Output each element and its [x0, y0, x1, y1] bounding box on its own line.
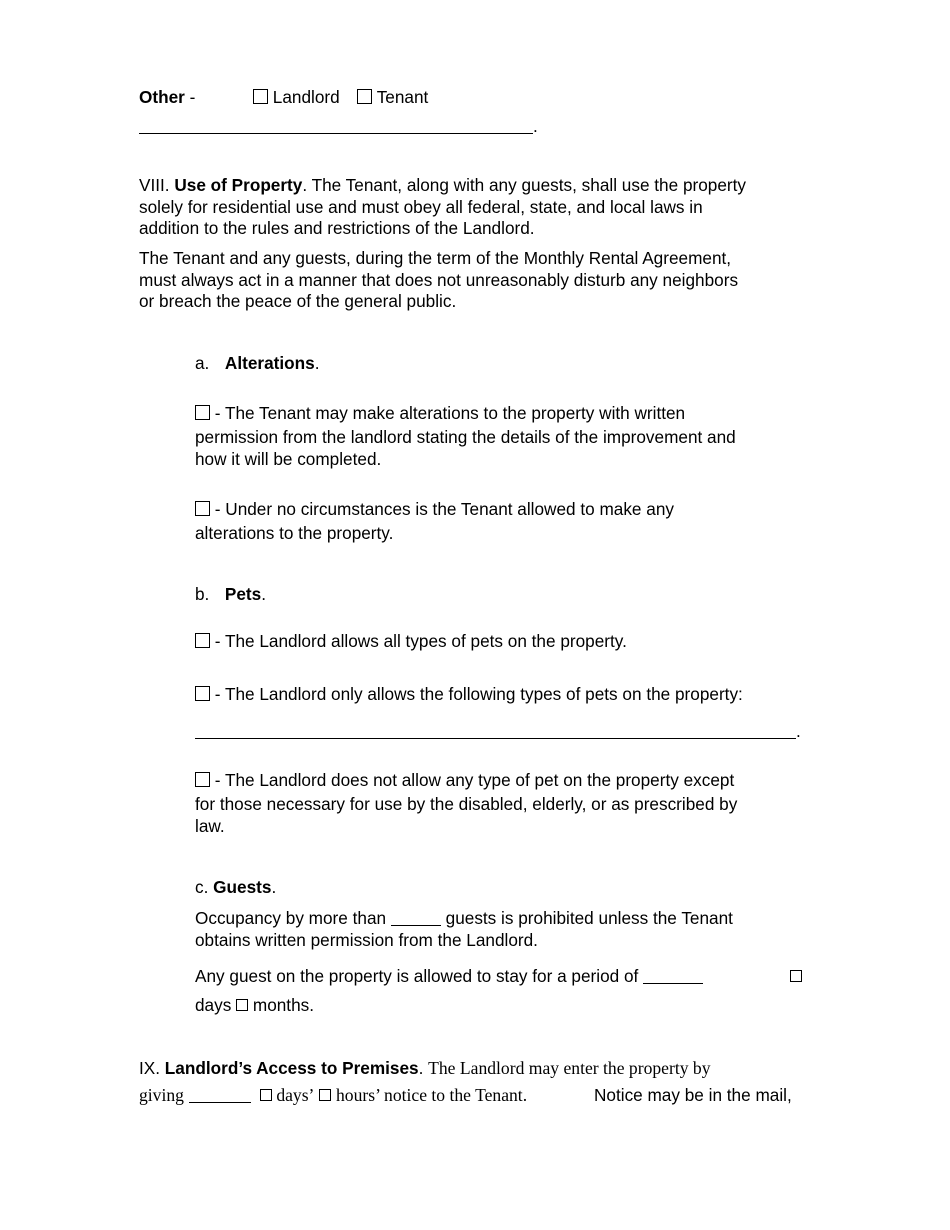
guests-occupancy-para — [195, 908, 835, 951]
pets-all-allowed-checkbox[interactable] — [195, 633, 210, 648]
notice-hours-label: hours’ notice to the Tenant. — [335, 1085, 528, 1105]
other-options — [253, 87, 428, 108]
pets-heading: b. Pets. — [195, 584, 266, 604]
other-dash: - — [189, 87, 196, 107]
pets-title: Pets — [224, 584, 262, 604]
guests-stay-text: Any guest on the property is allowed to stay for a period of — [195, 966, 639, 986]
alterations-opt2-line2: alterations to the property. — [195, 523, 394, 543]
guests-months-checkbox[interactable] — [236, 999, 248, 1011]
pets-option-2 — [195, 684, 743, 705]
pets-opt3-line1: - The Landlord does not allow any type of pet on the property except — [214, 770, 735, 790]
section-9-title: Landlord’s Access to Premises — [164, 1058, 419, 1078]
guests-title: Guests — [213, 877, 272, 897]
landlord-option-label: Landlord — [272, 87, 340, 107]
other-label: Other — [139, 87, 185, 107]
guests-days-label: days — [195, 995, 232, 1015]
pets-option-3 — [195, 767, 835, 837]
tenant-option-label: Tenant — [376, 87, 429, 107]
pets-line-period: . — [796, 721, 801, 741]
notice-period-blank[interactable] — [189, 1088, 251, 1103]
pets-letter: b. — [195, 584, 210, 604]
alterations-opt2-line1: - Under no circumstances is the Tenant allowed to make any — [214, 499, 674, 519]
guests-months-label: months. — [252, 995, 315, 1015]
alterations-prohibited-checkbox[interactable] — [195, 501, 210, 516]
pets-opt1-text: - The Landlord allows all types of pets on the property. — [214, 631, 627, 651]
alterations-title: Alterations — [224, 353, 315, 373]
landlord-checkbox[interactable] — [253, 89, 268, 104]
section-9-text-1: The Landlord may enter the property by — [428, 1058, 711, 1078]
tenant-checkbox[interactable] — [357, 89, 372, 104]
alterations-opt1-line3: how it will be completed. — [195, 449, 382, 469]
other-line-period: . — [533, 116, 538, 136]
section-9-line-2 — [139, 1085, 527, 1106]
guests-p1-start: Occupancy by more than — [195, 908, 387, 928]
section-8-p1-line2: solely for residential use and must obey all federal, state, and local laws in — [139, 196, 703, 217]
pets-opt3-line2: for those necessary for use by the disabled, elderly, or as prescribed by — [195, 794, 738, 814]
section-9-tail — [594, 1085, 792, 1106]
guests-stay-line-1 — [195, 966, 703, 987]
alterations-option-1 — [195, 400, 835, 470]
other-fill-line[interactable] — [139, 116, 538, 137]
guests-p1-line2: obtains written permission from the Landlord. — [195, 929, 538, 950]
alterations-allowed-checkbox[interactable] — [195, 405, 210, 420]
pets-types-fill-line[interactable] — [195, 721, 801, 742]
notice-days-checkbox[interactable] — [260, 1089, 272, 1101]
section-9-line-1: IX. Landlord’s Access to Premises. The Landlord may enter the property by — [139, 1058, 711, 1078]
guests-stay-line-2 — [195, 995, 314, 1016]
section-8-p2-line3: or breach the peace of the general public. — [139, 291, 457, 311]
section-8-p2-line2: must always act in a manner that does not unreasonably disturb any neighbors — [139, 269, 739, 290]
alterations-option-2 — [195, 496, 835, 544]
section-8-para-2 — [139, 248, 839, 313]
section-8-p1-line3: addition to the rules and restrictions of the Landlord. — [139, 218, 535, 238]
pets-option-1 — [195, 631, 627, 652]
guests-days-checkbox-wrap — [790, 966, 802, 987]
section-8-para-1: VIII. Use of Property. The Tenant, along with any guests, shall use the property solely for residential use and must obey all federal, state, and local laws in addition to the rules and restrictions of the Landlord. — [139, 175, 839, 240]
alterations-opt1-line2: permission from the landlord stating the details of the improvement and — [195, 427, 736, 447]
guests-letter: c. — [195, 877, 209, 897]
pets-none-allowed-checkbox[interactable] — [195, 772, 210, 787]
guests-count-blank[interactable] — [391, 911, 441, 926]
section-8-p1-line1: The Tenant, along with any guests, shall use the property — [311, 175, 747, 195]
guests-stay-blank[interactable] — [643, 969, 703, 984]
section-9-giving: giving — [139, 1085, 184, 1105]
alterations-letter: a. — [195, 353, 210, 373]
pets-some-allowed-checkbox[interactable] — [195, 686, 210, 701]
pets-opt3-line3: law. — [195, 816, 225, 836]
notice-days-label: days’ — [276, 1085, 315, 1105]
alterations-opt1-line1: - The Tenant may make alterations to the property with written — [214, 403, 686, 423]
alterations-heading: a. Alterations. — [195, 353, 320, 373]
section-8-p2-line1: The Tenant and any guests, during the term of the Monthly Rental Agreement, — [139, 248, 732, 268]
guests-p1-end: guests is prohibited unless the Tenant — [445, 908, 733, 928]
section-8-number: VIII. — [139, 175, 170, 195]
section-9-tail-text: Notice may be in the mail, — [594, 1085, 792, 1105]
pets-opt2-text: - The Landlord only allows the following types of pets on the property: — [214, 684, 743, 704]
section-9-number: IX. — [139, 1058, 161, 1078]
section-8-title: Use of Property — [174, 175, 303, 195]
notice-hours-checkbox[interactable] — [319, 1089, 331, 1101]
guests-heading: c. Guests. — [195, 877, 277, 897]
other-row — [139, 87, 195, 108]
guests-days-checkbox[interactable] — [790, 970, 802, 982]
